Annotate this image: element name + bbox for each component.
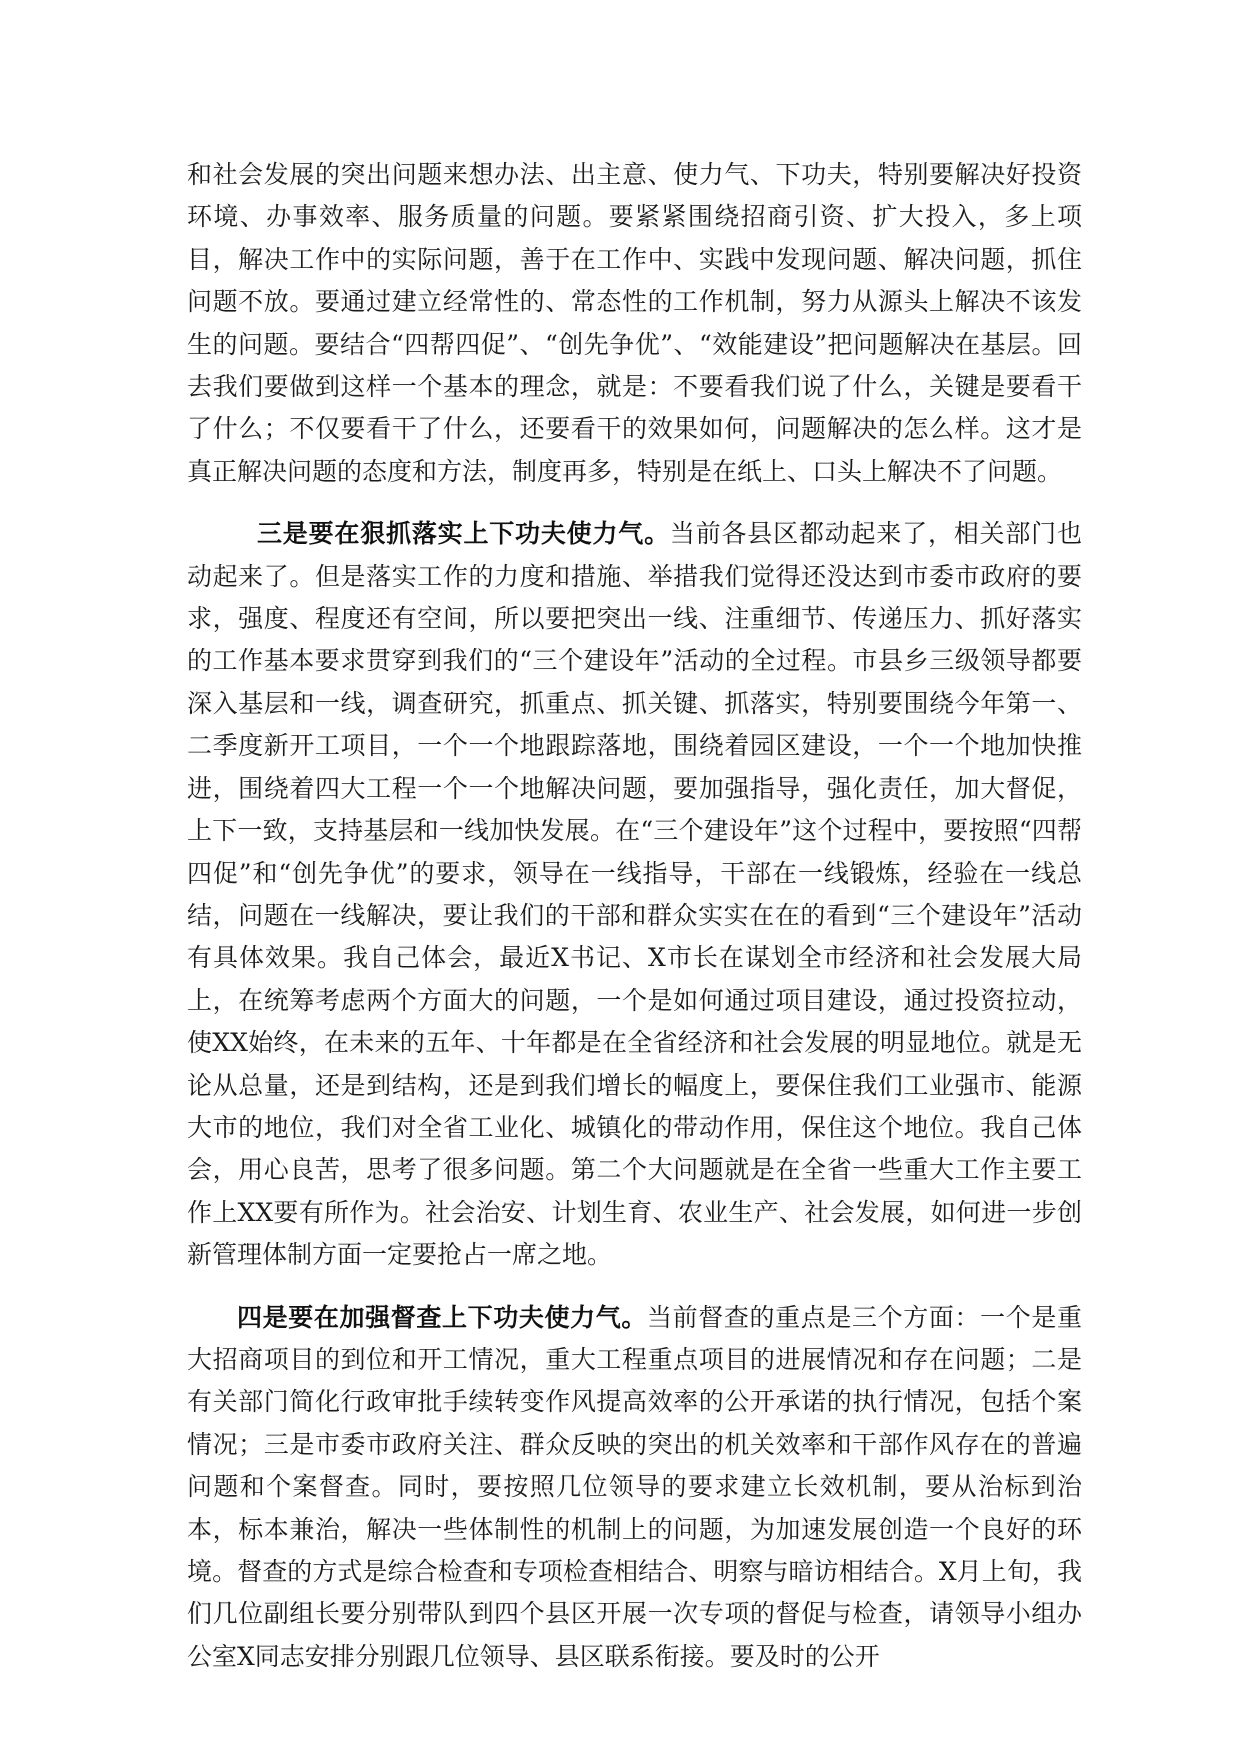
paragraph-text: 当前各县区都动起来了，相关部门也动起来了。但是落实工作的力度和措施、举措我们觉得还没达到市委市政府的要求，强度、程度还有空间，所以要把突出一线、注重细节、传递压力、抓好落实的工作基本要求贯穿到我们的“三个建设年”活动的全过程。市县乡三级领导都要深入基层和一线，调查研究，抓重点、抓关键、抓落实，特别要围绕今年第一、二季度新开工项目，一个一个地跟踪落地，围绕着园区建设，一个一个地加快推进，围绕着四大工程一个一个地解决问题，要加强指导，强化责任，加大督促，上下一致，支持基层和一线加快发展。在“三个建设年”这个过程中，要按照“四帮四促”和“创先争优”的要求，领导在一线指导，干部在一线锻炼，经验在一线总结，问题在一线解决，要让我们的干部和群众实实在在的看到“三个建设年”活动有具体效果。我自己体会，最近X书记、X市长在谋划全市经济和社会发展大局上，在统筹考虑两个方面大的问题，一个是如何通过项目建设，通过投资拉动，使XX始终，在未来的五年、十年都是在全省经济和社会发展的明显地位。就是无论从总量，还是到结构，还是到我们增长的幅度上，要保住我们工业强市、能源大市的地位，我们对全省工业化、城镇化的带动作用，保住这个地位。我自己体会，用心良苦，思考了很多问题。第二个大问题就是在全省一些重大工作主要工作上XX要有所作为。社会治安、计划生育、农业生产、社会发展，如何进一步创新管理体制方面一定要抢占一席之地。	[187, 519, 1082, 1270]
paragraph-point-three	[187, 513, 1082, 1276]
paragraph-continuation	[187, 154, 1082, 493]
document-body	[187, 154, 1082, 1678]
paragraph-text: 和社会发展的突出问题来想办法、出主意、使力气、下功夫，特别要解决好投资环境、办事效率、服务质量的问题。要紧紧围绕招商引资、扩大投入，多上项目，解决工作中的实际问题，善于在工作中、实践中发现问题、解决问题，抓住问题不放。要通过建立经常性的、常态性的工作机制，努力从源头上解决不该发生的问题。要结合“四帮四促”、“创先争优”、“效能建设”把问题解决在基层。回去我们要做到这样一个基本的理念，就是：不要看我们说了什么，关键是要看干了什么；不仅要看干了什么，还要看干的效果如何，问题解决的怎么样。这才是真正解决问题的态度和方法，制度再多，特别是在纸上、口头上解决不了问题。	[187, 160, 1083, 486]
paragraph-text: 当前督查的重点是三个方面：一个是重大招商项目的到位和开工情况，重大工程重点项目的进展情况和存在问题；二是有关部门简化行政审批手续转变作风提高效率的公开承诺的执行情况，包括个案情况；三是市委市政府关注、群众反映的突出的机关效率和干部作风存在的普遍问题和个案督查。同时，要按照几位领导的要求建立长效机制，要从治标到治本，标本兼治，解决一些体制性的机制上的问题，为加速发展创造一个良好的环境。督查的方式是综合检查和专项检查相结合、明察与暗访相结合。X月上旬，我们几位副组长要分别带队到四个县区开展一次专项的督促与检查，请领导小组办公室X同志安排分别跟几位领导、县区联系衔接。要及时的公开	[187, 1302, 1082, 1671]
paragraph-heading: 三是要在狠抓落实上下功夫使力气。	[257, 519, 670, 549]
paragraph-point-four	[187, 1297, 1082, 1679]
paragraph-heading: 四是要在加强督查上下功夫使力气。	[237, 1302, 647, 1332]
